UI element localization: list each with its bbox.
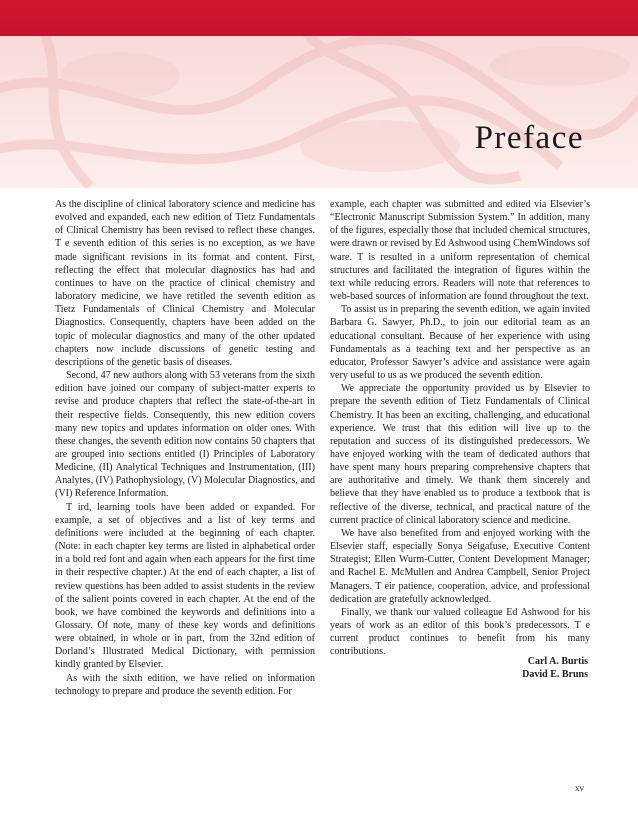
banner-background-pattern xyxy=(0,36,638,188)
signature-author-2: David E. Bruns xyxy=(522,669,588,680)
top-red-band xyxy=(0,0,638,36)
paragraph: Finally, we thank our valued colleague Ed Ashwood for his years of work as an editor of this book’s predecessors. T e current product continues to benefit from his many contributions. xyxy=(330,606,590,658)
paragraph: As the discipline of clinical laboratory science and medicine has evolved and expanded, each new edition of Tietz Fundamentals of Clinical Chemistry has been revised to reflect these changes. T e seventh edition of this series is no exception, as we have made significant revisions in its format and content. First, reflecting the effect that molecular diagnostics has had and continues to have on the practice of clinical chemistry and laboratory medicine, we have retitled the seventh edition as Tietz Fundamentals of Clinical Chemistry and Molecular Diagnostics. Consequently, chapters have been added on the topic of molecular diagnostics and many of the other updated chapters now include discussions of genetic testing and descriptions of the genetic basis of diseases. xyxy=(55,199,315,368)
page-title: Preface xyxy=(474,120,584,156)
paragraph: T ird, learning tools have been added or expanded. For example, a set of objectives and a list of key terms and definitions were included at the beginning of each chapter. (Note: in each chapter key terms are listed in alphabetical order in a bold red font and again when each appears for the first time in their respective chapter.) At the end of each chapter, a list of review questions has been added to assist students in the review of the salient points covered in each chapter. At the end of the book, we have combined the keywords and definitions into a Glossary. Of note, many of these key words and definitions were obtained, in whole or in part, from the 32nd edition of Dorland’s Illustrated Medical Dictionary, with permission kindly granted by Elsevier. xyxy=(55,501,315,671)
right-text-column xyxy=(330,198,590,658)
paragraph: As with the sixth edition, we have relied on information technology to prepare and produce the seventh edition. For xyxy=(55,672,315,697)
paragraph: Second, 47 new authors along with 53 veterans from the sixth edition have joined our company of subject-matter experts to revise and produce chapters that reflect the state-of-the-art in their respective fields. Consequently, this new edition covers many new topics and updates information on older ones. With these changes, the seventh edition now contains 50 chapters that are grouped into sections entitled (I) Principles of Laboratory Medicine, (II) Analytical Techniques and Instrumentation, (III) Analytes, (IV) Pathophysiology, (V) Molecular Diagnostics, and (VI) Reference Information. xyxy=(55,370,315,500)
paragraph: To assist us in preparing the seventh edition, we again invited Barbara G. Sawyer, Ph.D., to join our editorial team as an educational consultant. Because of her experience with using Fundamentals as a teaching text and her perspective as an educator, Professor Sawyer’s advice and assistance were again very useful to us as we produced the seventh edition. xyxy=(330,304,590,382)
paragraph: example, each chapter was submitted and edited via Elsevier’s “Electronic Manuscript Submission System.” In addition, many of the figures, especially those that included chemical structures, were drawn or revised by Ed Ashwood using ChemWindows sof ware. T is resulted in a uniform representation of chemical structures and facilitated the integration of figures within the text while reducing errors. Readers will note that references to web-based sources of information are found throughout the text. xyxy=(330,199,591,303)
paragraph: We have also benefited from and enjoyed working with the Elsevier staff, especially Sonya Seigafuse, Executive Content Strategist; Ellen Wurm-Cutter, Content Development Manager; and Rachel E. McMullen and Andrea Campbell, Senior Project Managers. T eir patience, cooperation, advice, and professional dedication are gratefully acknowledged. xyxy=(330,527,590,605)
signature-author-1: Carl A. Burtis xyxy=(527,656,588,667)
page-number: xv xyxy=(575,783,584,793)
paragraph: We appreciate the opportunity provided us by Elsevier to prepare the seventh edition of Tietz Fundamentals of Clinical Chemistry. It has been an exciting, challenging, and educational experience. We trust that this edition will live up to the reputation and success of its distinguished predecessors. We have enjoyed working with the team of dedicated authors that have spent many hours preparing comprehensive chapters that are authoritative and timely. We thank them sincerely and believe that they have enabled us to produce a textbook that is reflective of the diverse, technical, and practical nature of the current practice of clinical laboratory science and medicine. xyxy=(330,383,590,526)
left-text-column xyxy=(55,198,315,698)
header-banner xyxy=(0,36,638,188)
